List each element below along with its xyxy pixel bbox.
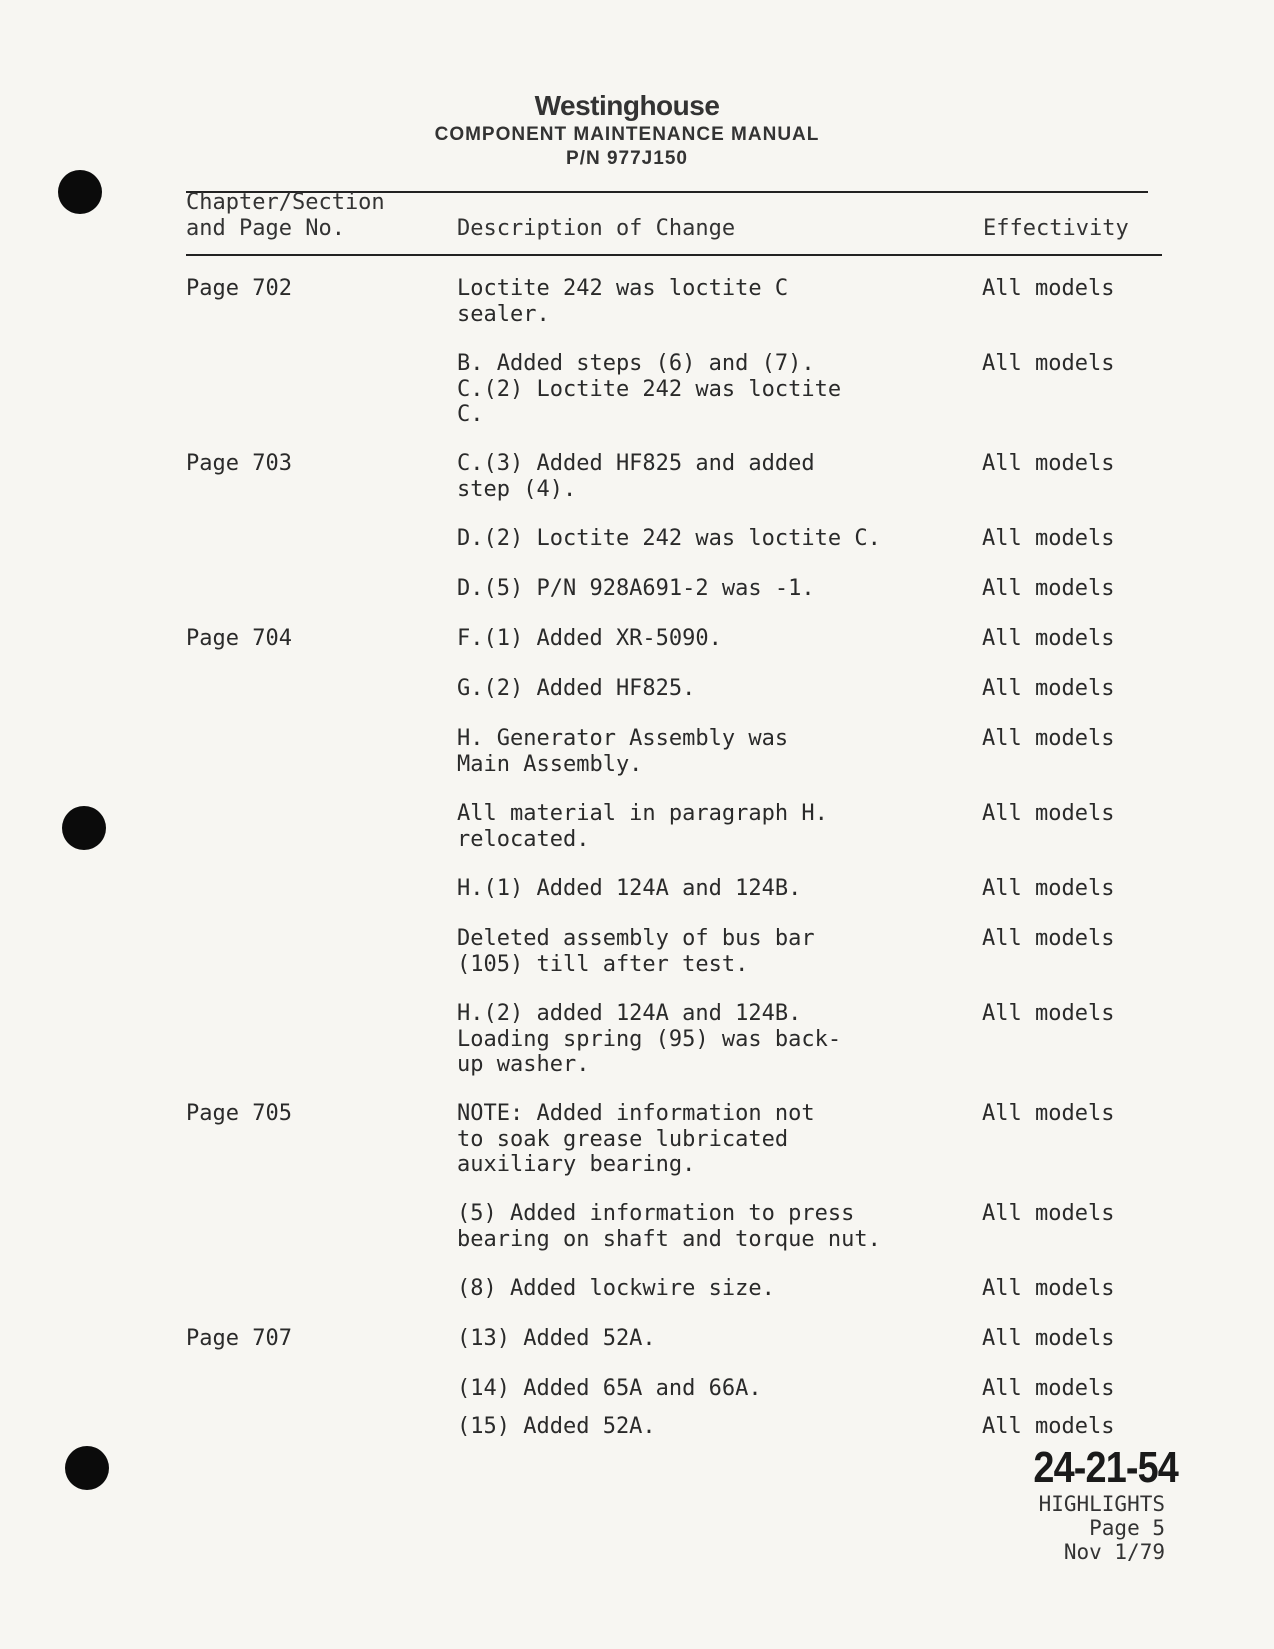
change-description: All material in paragraph H. relocated. — [457, 801, 828, 852]
effectivity: All models — [982, 1101, 1115, 1126]
change-description: C.(3) Added HF825 and added step (4). — [457, 451, 815, 502]
change-description: Deleted assembly of bus bar (105) till after test. — [457, 926, 815, 977]
column-header-effectivity: Effectivity — [983, 216, 1129, 241]
effectivity: All models — [982, 1001, 1115, 1026]
column-header-chapter: Chapter/Section and Page No. — [186, 190, 385, 241]
effectivity: All models — [982, 451, 1115, 476]
effectivity: All models — [982, 1326, 1115, 1351]
effectivity: All models — [982, 1276, 1115, 1301]
change-description: B. Added steps (6) and (7). C.(2) Loctite 242 was loctite C. — [457, 351, 842, 427]
effectivity: All models — [982, 726, 1115, 751]
change-description: F.(1) Added XR-5090. — [457, 626, 722, 651]
punch-hole — [65, 1446, 109, 1490]
change-description: D.(2) Loctite 242 was loctite C. — [457, 526, 881, 551]
change-description: (8) Added lockwire size. — [457, 1276, 775, 1301]
document-number: 24-21-54 — [1033, 1443, 1178, 1492]
punch-hole — [62, 806, 106, 850]
manual-title: COMPONENT MAINTENANCE MANUAL — [434, 124, 820, 145]
page-footer — [960, 1444, 1180, 1564]
page-ref: Page 702 — [186, 276, 292, 301]
change-description: H. Generator Assembly was Main Assembly. — [457, 726, 789, 777]
page-ref: Page 703 — [186, 451, 292, 476]
table-header-rule — [186, 254, 1162, 256]
effectivity: All models — [982, 276, 1115, 301]
column-header-description: Description of Change — [457, 216, 736, 241]
effectivity: All models — [982, 576, 1115, 601]
page-ref: Page 707 — [186, 1326, 292, 1351]
effectivity: All models — [982, 351, 1115, 376]
effectivity: All models — [982, 801, 1115, 826]
punch-hole — [58, 170, 102, 214]
change-description: H.(1) Added 124A and 124B. — [457, 876, 802, 901]
change-description: D.(5) P/N 928A691-2 was -1. — [457, 576, 815, 601]
footer-page: Page 5 — [1089, 1516, 1165, 1540]
change-description: H.(2) added 124A and 124B. Loading spring (95) was back- up washer. — [457, 1001, 842, 1077]
change-description: G.(2) Added HF825. — [457, 676, 696, 701]
effectivity: All models — [982, 926, 1115, 951]
footer-date: Nov 1/79 — [1063, 1540, 1165, 1564]
change-description: NOTE: Added information not to soak grease lubricated auxiliary bearing. — [457, 1101, 815, 1177]
change-description: (15) Added 52A. — [457, 1414, 656, 1439]
page-ref: Page 704 — [186, 626, 292, 651]
effectivity: All models — [982, 676, 1115, 701]
effectivity: All models — [982, 1376, 1115, 1401]
effectivity: All models — [982, 1414, 1115, 1439]
page-ref: Page 705 — [186, 1101, 292, 1126]
footer-section: HIGHLIGHTS — [1038, 1492, 1165, 1516]
change-description: (14) Added 65A and 66A. — [457, 1376, 762, 1401]
part-number: P/N 977J150 — [566, 148, 688, 169]
effectivity: All models — [982, 876, 1115, 901]
change-description: (13) Added 52A. — [457, 1326, 656, 1351]
brand-logo: Westinghouse — [534, 90, 720, 121]
effectivity: All models — [982, 626, 1115, 651]
effectivity: All models — [982, 526, 1115, 551]
page-header — [0, 90, 1274, 170]
change-description: (5) Added information to press bearing on shaft and torque nut. — [457, 1201, 881, 1252]
change-description: Loctite 242 was loctite C sealer. — [457, 276, 789, 327]
effectivity: All models — [982, 1201, 1115, 1226]
